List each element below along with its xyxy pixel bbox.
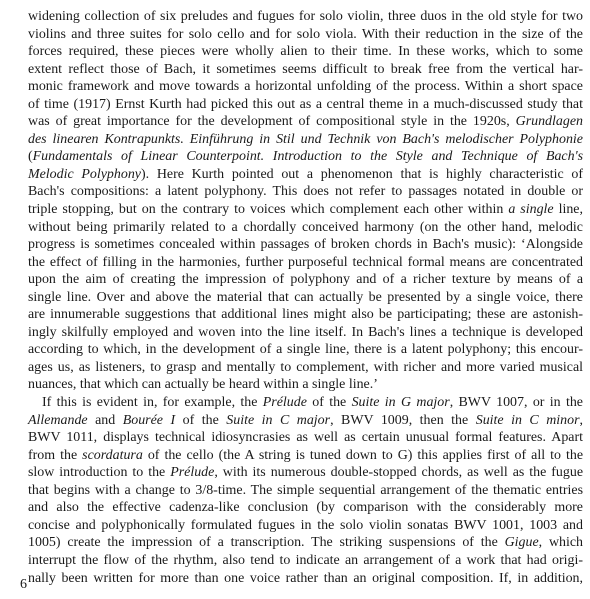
movement-title-italic: Allemande — [28, 412, 88, 428]
text-line: ages us, as listeners, to grasp and mentally to complement, with richer and more varied musical — [28, 359, 583, 375]
text-line: If this is evident in, for example, the Prélude of the Suite in G major, BWV 1007, or in the — [42, 395, 583, 411]
text-line: nally been written for more than one voice rather than an original composition. If, in addition, — [28, 570, 583, 586]
text-line — [28, 131, 583, 149]
book-title-italic: des linearen Kontrapunkts. Einführung in Stil und Technik von Bach's melodischer Polyphonie — [28, 131, 583, 147]
text-line: BWV 1011, displays technical idiosyncrasies as well as certain unusual formal features. Apart — [28, 430, 583, 446]
term-italic: scordatura — [82, 447, 143, 463]
work-title-italic: Suite in C major — [226, 412, 331, 428]
text-line: without being primarily related to a chordally conceived harmony (on the other hand, melodic — [28, 219, 583, 235]
text-line: from the scordatura of the cello (the A string is tuned down to G) this applies first of all to the — [28, 447, 583, 463]
text-line: slow introduction to the Prélude, with its numerous double-stopped chords, as well as the fugue — [28, 465, 584, 481]
text-line: Allemande and Bourée I of the Suite in C major, BWV 1009, then the Suite in C minor, — [28, 412, 584, 428]
text-line: interrupt the flow of the rhythm, also tend to indicate an arrangement of a work that had origi- — [28, 552, 583, 568]
book-title-italic: Melodic Polyphony — [28, 166, 141, 182]
movement-title-italic: Gigue — [504, 535, 539, 551]
book-title-italic: Fundamentals of Linear Counterpoint. Introduction to the Style and Technique of Bach's — [32, 149, 583, 165]
text-line: progress is sometimes concealed within passages of broken chords in Bach's music): ‘Alongside — [28, 237, 583, 253]
emphasis-italic: a single — [508, 202, 554, 218]
work-title-italic: Suite in G major — [351, 395, 450, 411]
text-line: single line. Over and above the material that can actually be presented by a single voice, there — [28, 289, 583, 305]
text-line: Melodic Polyphony). Here Kurth pointed out a phenomenon that is highly characteristic of — [28, 166, 583, 182]
movement-title-italic: Bourée I — [122, 412, 176, 428]
text-line: that begins with a change to 3/8-time. The simple sequential arrangement of the thematic entries — [28, 482, 583, 498]
text-line: nuances, that which can actually be heard within a single line.’ — [28, 377, 378, 393]
movement-title-italic: Prélude — [170, 465, 215, 481]
text-line: triple stopping, but on the contrary to voices which complement each other within a single line, — [28, 202, 583, 218]
text-line: violins and three suites for solo cello and for solo viola. With their reduction in the size of the — [28, 26, 583, 42]
page-number: 6 — [20, 577, 27, 592]
body-text — [28, 8, 583, 587]
text-line: widening collection of six preludes and fugues for solo violin, three duos in the old style for two — [28, 9, 583, 24]
text-line: the effect of filling in the harmonies, further purposeful technical formal means are concentrated — [28, 254, 583, 270]
text-line: are innumerable suggestions that additional lines might also be participating; these are astonish- — [28, 307, 583, 323]
text-line: concise and polyphonically formulated fugues in the solo violin sonatas BWV 1001, 1003 and — [28, 517, 583, 533]
text-line: was of great importance for the development of compositional style in the 1920s, Grundlagen — [28, 114, 583, 130]
text-line: Bach's compositions: a latent polyphony. This does not refer to passages notated in double or — [28, 184, 583, 200]
text-line: forces required, these pieces were wholly alien to their time. In these works, which to some — [28, 44, 583, 60]
text-line: upon the aim of creating the impression of polyphony and of a richer texture by means of a — [28, 272, 583, 288]
text-line: of time (1917) Ernst Kurth had picked this out as a central theme in a much-discussed study that — [28, 96, 583, 112]
text-line: according to which, in the development of a single line, there is a latent polyphony; this encour- — [28, 342, 583, 358]
text-line: 1005) create the impression of a transcription. The striking suspensions of the Gigue, which — [28, 535, 584, 551]
text-line: and also the effective cadenza-like conclusion (by comparison with the considerably more — [28, 500, 583, 516]
movement-title-italic: Prélude — [262, 395, 307, 411]
text-line: (Fundamentals of Linear Counterpoint. Introduction to the Style and Technique of Bach's — [28, 149, 583, 165]
text-line: ingly skilfully employed and woven into the line itself. In Bach's lines a technique is developed — [28, 324, 583, 340]
work-title-italic: Suite in C minor — [475, 412, 580, 428]
text-line: monic framework and move towards a horizontal unfolding of the process. Within a short space — [28, 79, 583, 95]
book-title-italic: Grundlagen — [515, 114, 583, 130]
text-line: extent reflect those of Bach, it sometimes seems difficult to break free from the vertical har- — [28, 61, 583, 77]
